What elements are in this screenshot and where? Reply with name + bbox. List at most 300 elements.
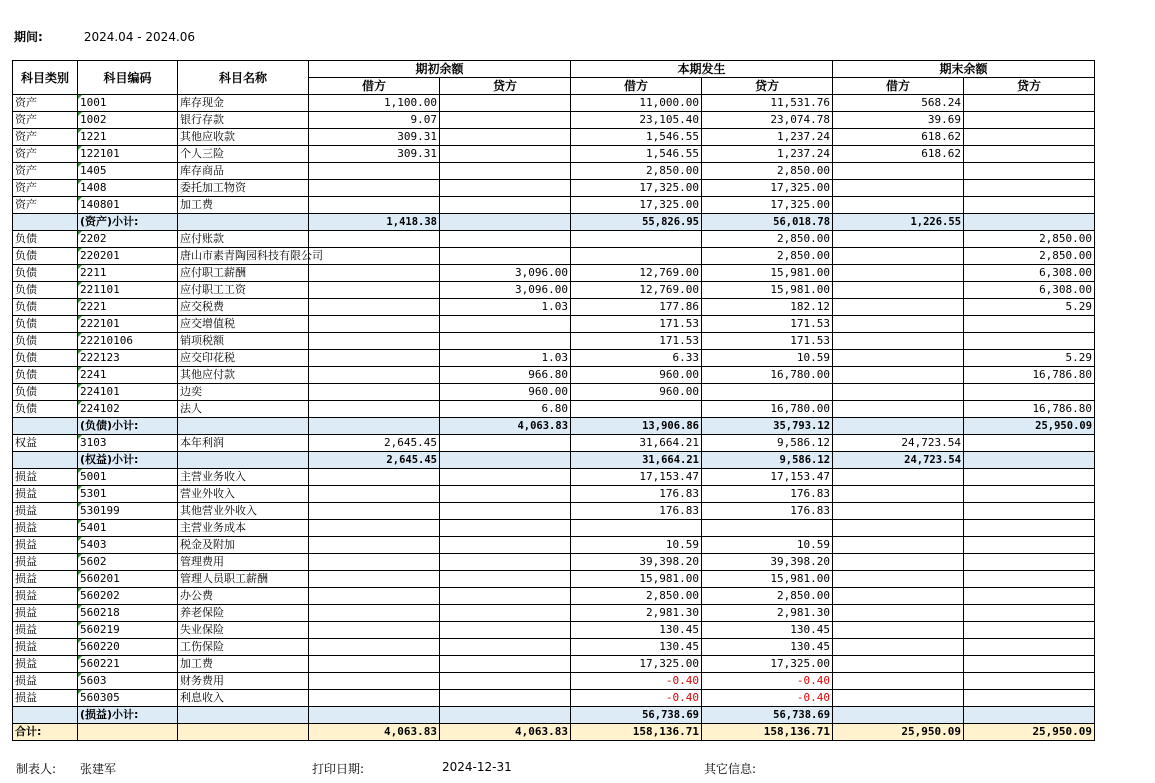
cell-opening-debit: 2,645.45: [309, 435, 440, 452]
header-row-1: [13, 61, 1095, 78]
cell-name: [178, 724, 309, 741]
cell-name: 利息收入: [178, 690, 309, 707]
cell-name: 个人三险: [178, 146, 309, 163]
cell-opening-debit: [309, 282, 440, 299]
col-header-code: 科目编码: [78, 61, 178, 95]
cell-opening-debit: [309, 469, 440, 486]
table-row: [13, 95, 1095, 112]
cell-closing-credit: 2,850.00: [964, 231, 1095, 248]
cell-opening-credit: 4,063.83: [440, 724, 571, 741]
cell-opening-credit: [440, 503, 571, 520]
cell-current-debit: 1,546.55: [571, 146, 702, 163]
cell-opening-debit: 1,100.00: [309, 95, 440, 112]
cell-category: 负债: [13, 367, 78, 384]
cell-closing-credit: [964, 214, 1095, 231]
cell-closing-debit: [833, 503, 964, 520]
cell-code: 1408: [78, 180, 178, 197]
cell-code: 560305: [78, 690, 178, 707]
cell-current-credit: 1,237.24: [702, 129, 833, 146]
cell-closing-credit: [964, 520, 1095, 537]
cell-opening-credit: [440, 656, 571, 673]
cell-current-credit: 182.12: [702, 299, 833, 316]
cell-current-credit: 9,586.12: [702, 452, 833, 469]
cell-opening-debit: [309, 520, 440, 537]
table-row: [13, 367, 1095, 384]
cell-code: (损益)小计:: [78, 707, 178, 724]
cell-current-debit: 6.33: [571, 350, 702, 367]
table-row: [13, 163, 1095, 180]
cell-current-debit: 2,981.30: [571, 605, 702, 622]
cell-closing-credit: [964, 95, 1095, 112]
cell-closing-credit: [964, 197, 1095, 214]
cell-name: 应付职工薪酬: [178, 265, 309, 282]
cell-opening-credit: [440, 469, 571, 486]
cell-code: 560202: [78, 588, 178, 605]
cell-current-credit: 56,738.69: [702, 707, 833, 724]
cell-current-credit: 171.53: [702, 333, 833, 350]
cell-name: [178, 452, 309, 469]
cell-current-credit: 176.83: [702, 503, 833, 520]
cell-closing-credit: 2,850.00: [964, 248, 1095, 265]
cell-current-credit: 15,981.00: [702, 265, 833, 282]
period-line: [14, 28, 195, 45]
cell-opening-credit: [440, 180, 571, 197]
cell-opening-credit: [440, 452, 571, 469]
cell-opening-credit: [440, 231, 571, 248]
cell-closing-debit: 39.69: [833, 112, 964, 129]
cell-closing-credit: [964, 384, 1095, 401]
table-row: [13, 401, 1095, 418]
table-row: [13, 384, 1095, 401]
subtotal-row: [13, 452, 1095, 469]
cell-name: 办公费: [178, 588, 309, 605]
cell-name: 应付职工工资: [178, 282, 309, 299]
cell-current-credit: 16,780.00: [702, 367, 833, 384]
cell-name: [178, 214, 309, 231]
cell-code: (资产)小计:: [78, 214, 178, 231]
cell-current-credit: -0.40: [702, 690, 833, 707]
cell-opening-credit: [440, 333, 571, 350]
cell-closing-debit: [833, 469, 964, 486]
cell-name: [178, 418, 309, 435]
cell-closing-debit: 1,226.55: [833, 214, 964, 231]
cell-current-credit: 56,018.78: [702, 214, 833, 231]
cell-opening-debit: [309, 673, 440, 690]
cell-closing-debit: [833, 588, 964, 605]
cell-current-debit: 171.53: [571, 316, 702, 333]
cell-name: 税金及附加: [178, 537, 309, 554]
cell-closing-credit: 16,786.80: [964, 367, 1095, 384]
cell-current-credit: 10.59: [702, 350, 833, 367]
cell-closing-credit: [964, 112, 1095, 129]
cell-category: 资产: [13, 180, 78, 197]
cell-closing-credit: [964, 656, 1095, 673]
cell-code: 222101: [78, 316, 178, 333]
cell-closing-credit: [964, 180, 1095, 197]
cell-closing-credit: [964, 486, 1095, 503]
cell-current-debit: 171.53: [571, 333, 702, 350]
table-row: [13, 622, 1095, 639]
cell-closing-credit: [964, 146, 1095, 163]
col-header-closing-credit: 贷方: [964, 78, 1095, 95]
cell-opening-debit: [309, 622, 440, 639]
cell-category: 负债: [13, 299, 78, 316]
cell-opening-credit: 966.80: [440, 367, 571, 384]
cell-closing-credit: 25,950.09: [964, 724, 1095, 741]
cell-closing-debit: [833, 299, 964, 316]
cell-closing-debit: [833, 554, 964, 571]
cell-category: 负债: [13, 350, 78, 367]
subtotal-row: [13, 214, 1095, 231]
cell-category: 合计:: [13, 724, 78, 741]
cell-closing-credit: [964, 639, 1095, 656]
cell-opening-debit: [309, 197, 440, 214]
table-row: [13, 180, 1095, 197]
cell-current-credit: 17,325.00: [702, 656, 833, 673]
cell-opening-credit: [440, 435, 571, 452]
cell-code: 2241: [78, 367, 178, 384]
cell-closing-debit: [833, 231, 964, 248]
cell-code: 5401: [78, 520, 178, 537]
cell-opening-debit: [309, 248, 440, 265]
col-header-category: 科目类别: [13, 61, 78, 95]
cell-current-debit: 17,153.47: [571, 469, 702, 486]
cell-current-credit: 158,136.71: [702, 724, 833, 741]
cell-current-credit: 17,325.00: [702, 197, 833, 214]
cell-category: 损益: [13, 673, 78, 690]
cell-category: 资产: [13, 112, 78, 129]
cell-category: 负债: [13, 384, 78, 401]
cell-name: 银行存款: [178, 112, 309, 129]
cell-current-credit: 2,981.30: [702, 605, 833, 622]
cell-current-credit: [702, 384, 833, 401]
cell-category: 负债: [13, 282, 78, 299]
cell-opening-debit: [309, 350, 440, 367]
cell-opening-credit: 960.00: [440, 384, 571, 401]
cell-code: 1221: [78, 129, 178, 146]
cell-current-credit: 9,586.12: [702, 435, 833, 452]
cell-current-debit: 960.00: [571, 367, 702, 384]
table-row: [13, 197, 1095, 214]
cell-code: 560201: [78, 571, 178, 588]
cell-code: (负债)小计:: [78, 418, 178, 435]
table-row: [13, 520, 1095, 537]
cell-code: 5001: [78, 469, 178, 486]
cell-name: 主营业务成本: [178, 520, 309, 537]
cell-opening-credit: [440, 248, 571, 265]
cell-category: 负债: [13, 265, 78, 282]
cell-opening-debit: [309, 639, 440, 656]
cell-opening-debit: [309, 384, 440, 401]
cell-current-credit: 2,850.00: [702, 248, 833, 265]
cell-code: 221101: [78, 282, 178, 299]
cell-closing-debit: [833, 333, 964, 350]
cell-current-debit: 56,738.69: [571, 707, 702, 724]
cell-closing-credit: [964, 435, 1095, 452]
cell-opening-credit: [440, 316, 571, 333]
table-row: [13, 588, 1095, 605]
cell-opening-debit: [309, 180, 440, 197]
cell-name: 委托加工物资: [178, 180, 309, 197]
cell-current-debit: 12,769.00: [571, 282, 702, 299]
col-header-opening: 期初余额: [309, 61, 571, 78]
cell-category: 资产: [13, 95, 78, 112]
cell-opening-credit: [440, 571, 571, 588]
table-row: [13, 571, 1095, 588]
cell-code: 560220: [78, 639, 178, 656]
cell-opening-debit: 309.31: [309, 146, 440, 163]
table-row: [13, 231, 1095, 248]
cell-code: [78, 724, 178, 741]
cell-opening-credit: [440, 707, 571, 724]
cell-opening-debit: [309, 503, 440, 520]
cell-closing-debit: [833, 282, 964, 299]
preparer-label: 制表人:: [16, 762, 57, 776]
subtotal-row: [13, 707, 1095, 724]
cell-current-credit: 15,981.00: [702, 571, 833, 588]
cell-code: 5403: [78, 537, 178, 554]
cell-closing-debit: [833, 350, 964, 367]
cell-closing-credit: [964, 316, 1095, 333]
print-date-value: 2024-12-31: [442, 760, 512, 774]
cell-code: 224101: [78, 384, 178, 401]
cell-opening-debit: [309, 554, 440, 571]
cell-opening-debit: [309, 571, 440, 588]
cell-opening-credit: [440, 129, 571, 146]
cell-closing-credit: [964, 452, 1095, 469]
cell-code: (权益)小计:: [78, 452, 178, 469]
cell-category: 资产: [13, 163, 78, 180]
cell-opening-debit: [309, 656, 440, 673]
cell-closing-debit: [833, 520, 964, 537]
cell-opening-debit: [309, 690, 440, 707]
cell-name: 其他应收款: [178, 129, 309, 146]
cell-current-credit: 35,793.12: [702, 418, 833, 435]
cell-name: 应交印花税: [178, 350, 309, 367]
table-row: [13, 282, 1095, 299]
cell-current-credit: 15,981.00: [702, 282, 833, 299]
cell-code: 560219: [78, 622, 178, 639]
cell-current-debit: 31,664.21: [571, 452, 702, 469]
cell-opening-debit: [309, 231, 440, 248]
cell-name: 应付账款: [178, 231, 309, 248]
cell-closing-debit: [833, 656, 964, 673]
table-row: [13, 146, 1095, 163]
cell-category: 损益: [13, 469, 78, 486]
cell-opening-credit: [440, 214, 571, 231]
cell-current-credit: 11,531.76: [702, 95, 833, 112]
cell-category: 损益: [13, 503, 78, 520]
cell-code: 5602: [78, 554, 178, 571]
cell-code: 140801: [78, 197, 178, 214]
cell-closing-credit: [964, 554, 1095, 571]
cell-opening-debit: [309, 401, 440, 418]
cell-category: [13, 214, 78, 231]
cell-current-credit: 2,850.00: [702, 588, 833, 605]
col-header-closing-debit: 借方: [833, 78, 964, 95]
cell-name: 库存现金: [178, 95, 309, 112]
table-body: [13, 95, 1095, 741]
cell-code: 224102: [78, 401, 178, 418]
total-row: [13, 724, 1095, 741]
cell-name: 唐山市素青陶园科技有限公司: [178, 248, 309, 265]
cell-current-credit: 39,398.20: [702, 554, 833, 571]
cell-current-debit: 39,398.20: [571, 554, 702, 571]
table-row: [13, 486, 1095, 503]
cell-current-debit: 23,105.40: [571, 112, 702, 129]
cell-closing-credit: 5.29: [964, 299, 1095, 316]
cell-opening-debit: [309, 418, 440, 435]
cell-name: 营业外收入: [178, 486, 309, 503]
cell-current-credit: 130.45: [702, 639, 833, 656]
cell-closing-debit: [833, 316, 964, 333]
cell-closing-debit: 618.62: [833, 129, 964, 146]
table-row: [13, 265, 1095, 282]
cell-closing-credit: [964, 469, 1095, 486]
cell-closing-credit: [964, 129, 1095, 146]
cell-opening-credit: 1.03: [440, 299, 571, 316]
cell-category: 资产: [13, 197, 78, 214]
cell-category: 损益: [13, 571, 78, 588]
table-row: [13, 554, 1095, 571]
cell-category: 资产: [13, 129, 78, 146]
table-row: [13, 299, 1095, 316]
table-row: [13, 129, 1095, 146]
cell-closing-credit: [964, 333, 1095, 350]
cell-closing-debit: [833, 401, 964, 418]
cell-code: 5301: [78, 486, 178, 503]
subtotal-row: [13, 418, 1095, 435]
cell-category: 损益: [13, 554, 78, 571]
cell-current-credit: [702, 520, 833, 537]
cell-closing-credit: [964, 673, 1095, 690]
cell-current-debit: 960.00: [571, 384, 702, 401]
cell-code: 2202: [78, 231, 178, 248]
cell-opening-credit: 1.03: [440, 350, 571, 367]
cell-current-debit: 17,325.00: [571, 197, 702, 214]
col-header-name: 科目名称: [178, 61, 309, 95]
period-value: 2024.04 - 2024.06: [83, 30, 196, 44]
cell-code: 222123: [78, 350, 178, 367]
cell-closing-credit: [964, 707, 1095, 724]
cell-name: 法人: [178, 401, 309, 418]
cell-opening-debit: [309, 265, 440, 282]
cell-current-debit: 1,546.55: [571, 129, 702, 146]
cell-category: [13, 452, 78, 469]
cell-closing-credit: 6,308.00: [964, 265, 1095, 282]
print-date-label: 打印日期:: [312, 762, 365, 776]
cell-current-credit: 2,850.00: [702, 231, 833, 248]
cell-current-credit: 176.83: [702, 486, 833, 503]
cell-opening-debit: 4,063.83: [309, 724, 440, 741]
cell-opening-credit: 4,063.83: [440, 418, 571, 435]
cell-opening-debit: [309, 299, 440, 316]
cell-code: 1001: [78, 95, 178, 112]
cell-closing-credit: [964, 537, 1095, 554]
cell-current-debit: 12,769.00: [571, 265, 702, 282]
cell-current-debit: 130.45: [571, 639, 702, 656]
cell-category: [13, 418, 78, 435]
preparer-name: 张建军: [80, 762, 117, 776]
cell-current-debit: 17,325.00: [571, 656, 702, 673]
cell-name: 应交税费: [178, 299, 309, 316]
cell-name: 工伤保险: [178, 639, 309, 656]
cell-current-debit: [571, 401, 702, 418]
cell-name: 主营业务收入: [178, 469, 309, 486]
table-row: [13, 537, 1095, 554]
cell-opening-credit: [440, 112, 571, 129]
cell-closing-debit: [833, 384, 964, 401]
col-header-opening-credit: 贷方: [440, 78, 571, 95]
cell-name: 其他营业外收入: [178, 503, 309, 520]
cell-current-debit: [571, 520, 702, 537]
cell-closing-debit: [833, 605, 964, 622]
cell-category: 损益: [13, 639, 78, 656]
table-row: [13, 639, 1095, 656]
cell-code: 220201: [78, 248, 178, 265]
cell-code: 1002: [78, 112, 178, 129]
col-header-closing: 期末余额: [833, 61, 1095, 78]
cell-opening-credit: [440, 639, 571, 656]
cell-code: 560218: [78, 605, 178, 622]
cell-code: 2211: [78, 265, 178, 282]
table-row: [13, 316, 1095, 333]
cell-current-credit: -0.40: [702, 673, 833, 690]
cell-current-debit: 10.59: [571, 537, 702, 554]
cell-name: 应交增值税: [178, 316, 309, 333]
cell-current-debit: 15,981.00: [571, 571, 702, 588]
other-info-label: 其它信息:: [704, 762, 757, 776]
table-row: [13, 656, 1095, 673]
cell-opening-debit: [309, 486, 440, 503]
cell-current-credit: 1,237.24: [702, 146, 833, 163]
cell-category: 负债: [13, 248, 78, 265]
cell-closing-credit: [964, 690, 1095, 707]
cell-current-debit: -0.40: [571, 673, 702, 690]
cell-current-debit: 17,325.00: [571, 180, 702, 197]
cell-current-debit: 55,826.95: [571, 214, 702, 231]
table-row: [13, 605, 1095, 622]
cell-name: 养老保险: [178, 605, 309, 622]
cell-current-debit: 11,000.00: [571, 95, 702, 112]
cell-current-debit: 176.83: [571, 503, 702, 520]
cell-code: 122101: [78, 146, 178, 163]
cell-opening-credit: 3,096.00: [440, 282, 571, 299]
table-row: [13, 350, 1095, 367]
cell-opening-credit: [440, 605, 571, 622]
cell-closing-debit: 568.24: [833, 95, 964, 112]
cell-closing-debit: [833, 265, 964, 282]
table-row: [13, 333, 1095, 350]
cell-closing-credit: [964, 605, 1095, 622]
cell-closing-credit: 16,786.80: [964, 401, 1095, 418]
cell-code: 530199: [78, 503, 178, 520]
cell-current-credit: 23,074.78: [702, 112, 833, 129]
cell-opening-credit: [440, 146, 571, 163]
cell-current-debit: 31,664.21: [571, 435, 702, 452]
cell-current-debit: 2,850.00: [571, 588, 702, 605]
cell-current-credit: 17,153.47: [702, 469, 833, 486]
cell-opening-debit: [309, 588, 440, 605]
cell-closing-debit: 618.62: [833, 146, 964, 163]
cell-code: 2221: [78, 299, 178, 316]
cell-opening-credit: [440, 588, 571, 605]
cell-closing-debit: [833, 248, 964, 265]
cell-current-debit: [571, 231, 702, 248]
cell-current-credit: 10.59: [702, 537, 833, 554]
cell-closing-debit: 24,723.54: [833, 435, 964, 452]
cell-closing-credit: 25,950.09: [964, 418, 1095, 435]
